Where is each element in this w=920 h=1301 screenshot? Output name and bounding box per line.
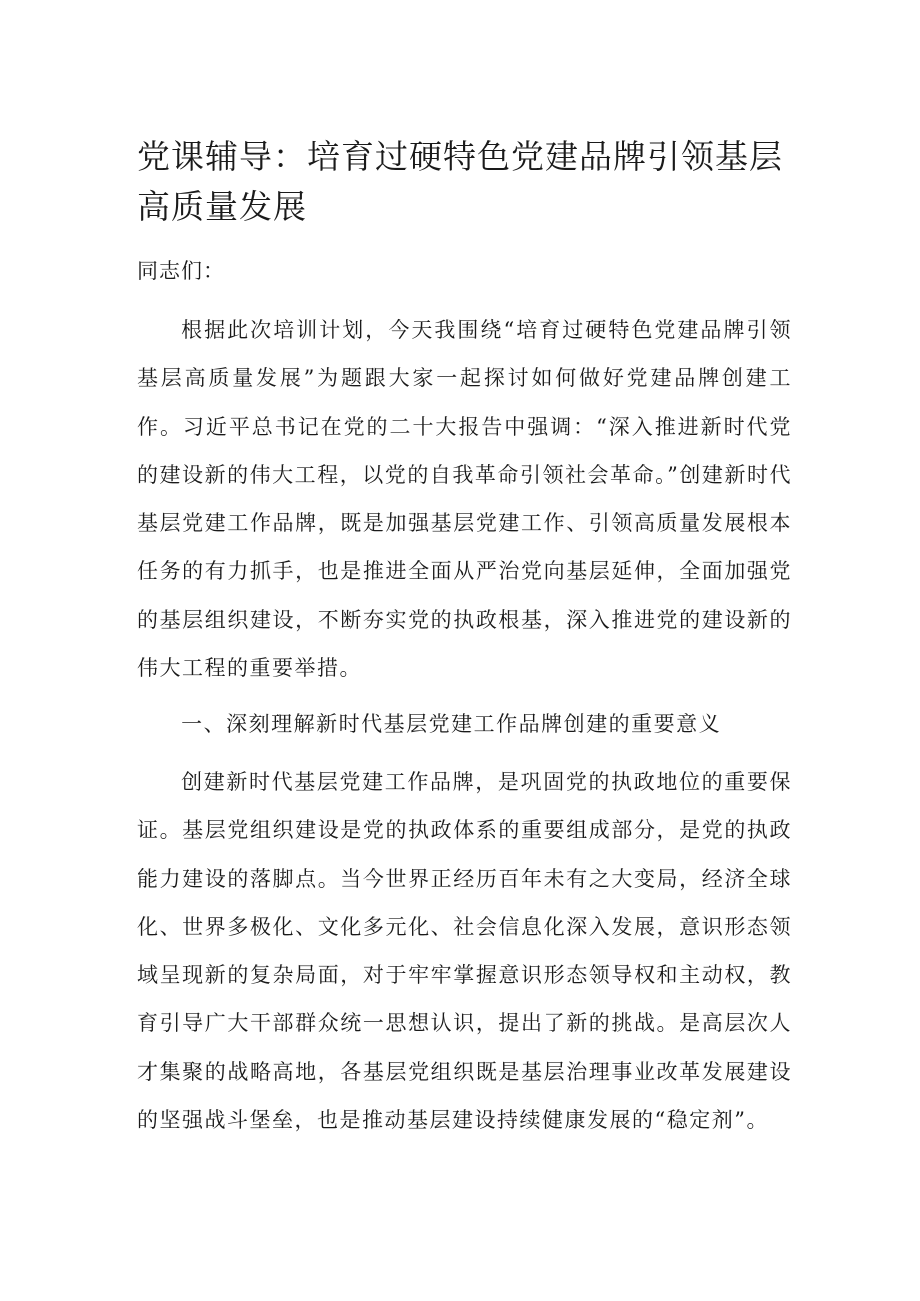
body-paragraph-section-1: 创建新时代基层党建工作品牌，是巩固党的执政地位的重要保证。基层党组织建设是党的执政体系的重要组成部分，是党的执政能力建设的落脚点。当今世界正经历百年未有之大变局，经济全球化、世界多极化、文化多元化、社会信息化深入发展，意识形态领域呈现新的复杂局面，对于牢牢掌握意识形态领导权和主动权，教育引导广大干部群众统一思想认识，提出了新的挑战。是高层次人才集聚的战略高地，各基层党组织既是基层治理事业改革发展建设的坚强战斗堡垒，也是推动基层建设持续健康发展的“稳定剂”。	[137, 770, 792, 1133]
salutation: 同志们：	[137, 259, 225, 283]
document-title: 党课辅导：培育过硬特色党建品牌引领基层高质量发展	[137, 137, 783, 226]
body-paragraph-intro: 根据此次培训计划，今天我围绕“培育过硬特色党建品牌引领基层高质量发展”为题跟大家一起探讨如何做好党建品牌创建工作。习近平总书记在党的二十大报告中强调：“深入推进新时代党的建设新的伟大工程，以党的自我革命引领社会革命。”创建新时代基层党建工作品牌，既是加强基层党建工作、引领高质量发展根本任务的有力抓手，也是推进全面从严治党向基层延伸，全面加强党的基层组织建设，不断夯实党的执政根基，深入推进党的建设新的伟大工程的重要举措。	[137, 318, 792, 681]
section-heading-1: 一、深刻理解新时代基层党建工作品牌创建的重要意义	[181, 712, 722, 736]
